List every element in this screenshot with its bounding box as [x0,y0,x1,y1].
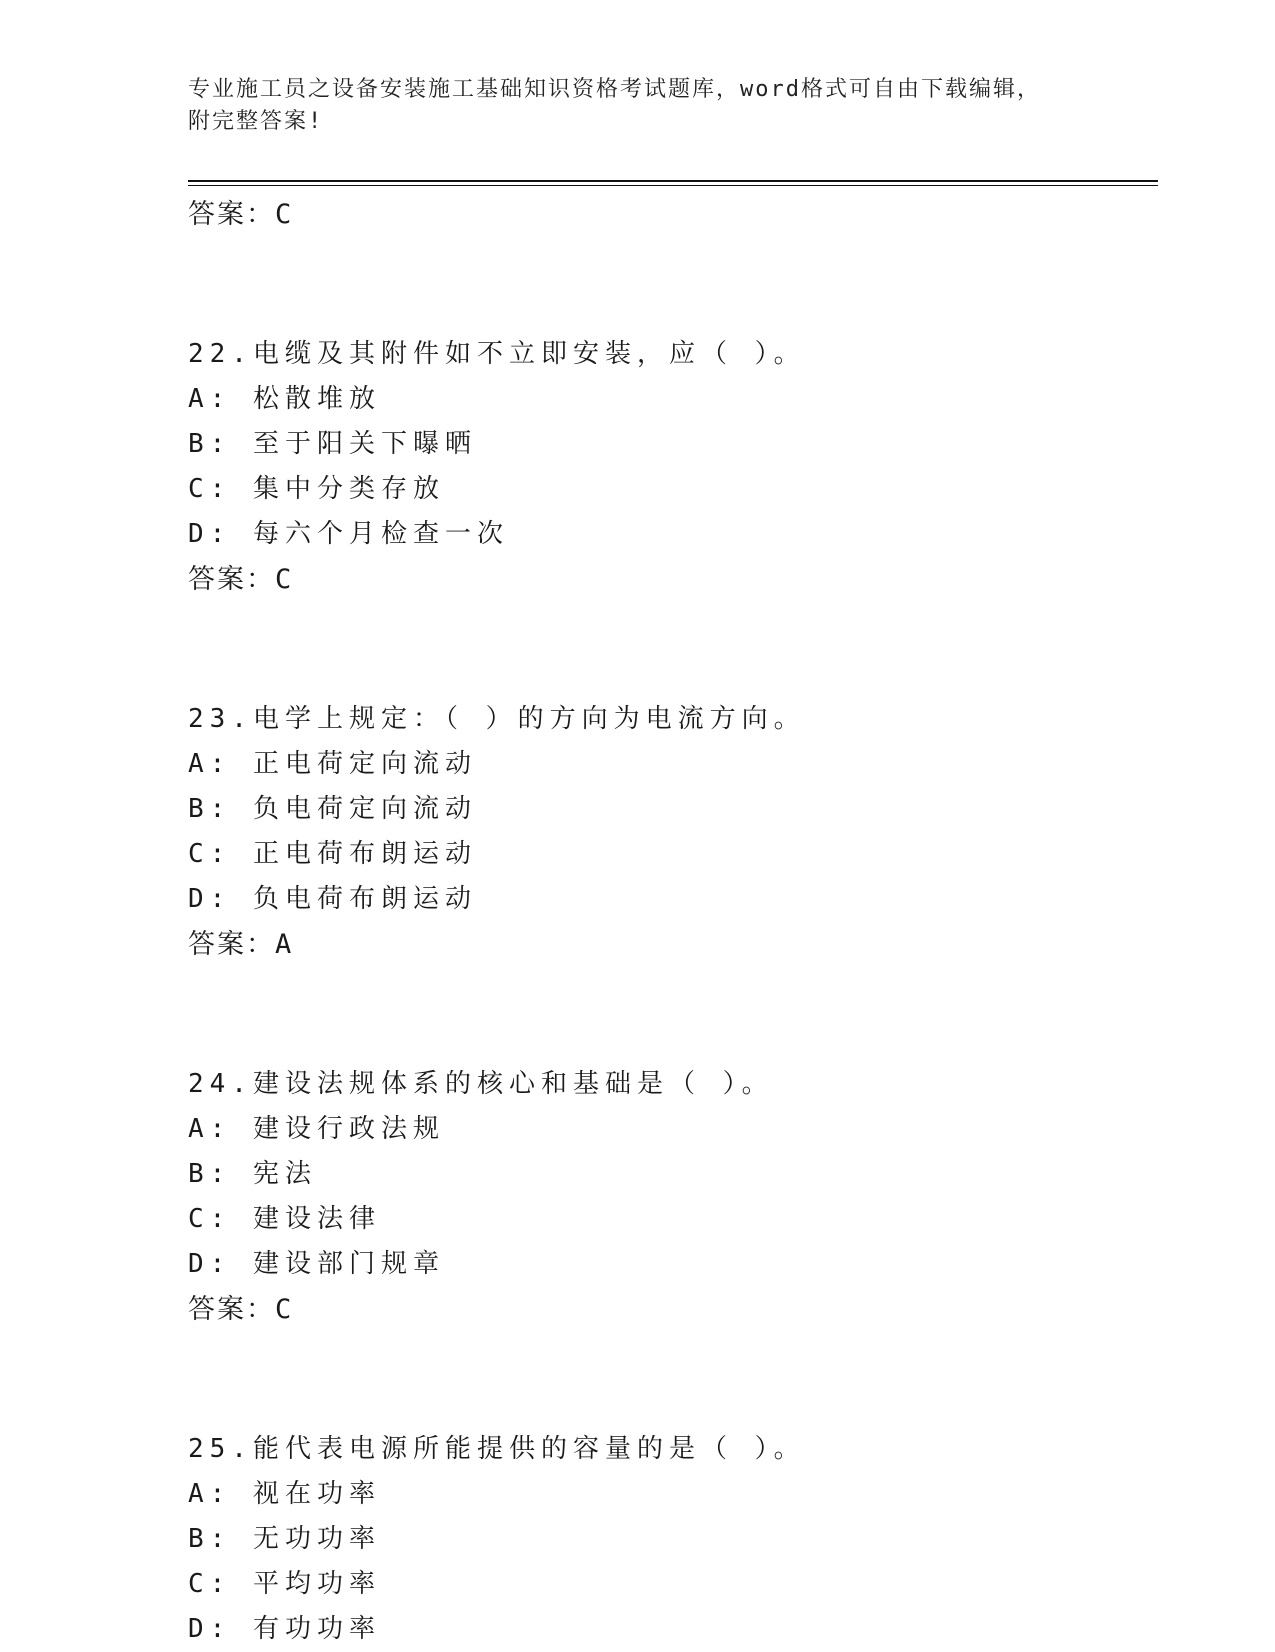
header-divider-thin [188,185,1158,186]
option-d: D: 每六个月检查一次 [188,519,509,549]
header-divider-thick [188,180,1158,182]
answer-label: 答案： [188,929,275,960]
answer-line [188,557,1158,602]
option-c: C: 建设法律 [188,1204,381,1234]
answer-line [188,922,1158,967]
question-25 [188,1427,1158,1652]
answer-value: C [275,564,294,595]
option-a: A: 视在功率 [188,1479,381,1509]
answer-line [188,192,1158,237]
question-stem: 24.建设法规体系的核心和基础是（ ）。 [188,1069,774,1099]
answer-label: 答案： [188,199,275,230]
question-22 [188,332,1158,602]
question-stem: 22.电缆及其附件如不立即安装，应（ ）。 [188,339,806,369]
option-b: B: 宪法 [188,1159,317,1189]
answer-value: C [275,1294,294,1325]
option-c: C: 平均功率 [188,1569,381,1599]
option-c: C: 集中分类存放 [188,474,445,504]
answer-line [188,1287,1158,1332]
answer-value: C [275,199,294,230]
option-d: D: 有功功率 [188,1614,381,1644]
page-header [188,74,1068,138]
question-23 [188,697,1158,967]
option-a: A: 松散堆放 [188,384,381,414]
option-b: B: 负电荷定向流动 [188,794,477,824]
header-line-2: 附完整答案! [188,109,324,134]
question-stem: 23.电学上规定：（ ）的方向为电流方向。 [188,704,806,734]
question-24 [188,1062,1158,1332]
option-c: C: 正电荷布朗运动 [188,839,477,869]
option-a: A: 正电荷定向流动 [188,749,477,779]
header-line-1: 专业施工员之设备安装施工基础知识资格考试题库，word格式可自由下载编辑， [188,77,1041,102]
option-d: D: 建设部门规章 [188,1249,445,1279]
option-b: B: 无功功率 [188,1524,381,1554]
answer-label: 答案： [188,1294,275,1325]
option-d: D: 负电荷布朗运动 [188,884,477,914]
answer-label: 答案： [188,564,275,595]
option-a: A: 建设行政法规 [188,1114,445,1144]
option-b: B: 至于阳关下曝晒 [188,429,477,459]
answer-value: A [275,929,294,960]
question-stem: 25.能代表电源所能提供的容量的是（ ）。 [188,1434,806,1464]
question-list [188,192,1158,1652]
